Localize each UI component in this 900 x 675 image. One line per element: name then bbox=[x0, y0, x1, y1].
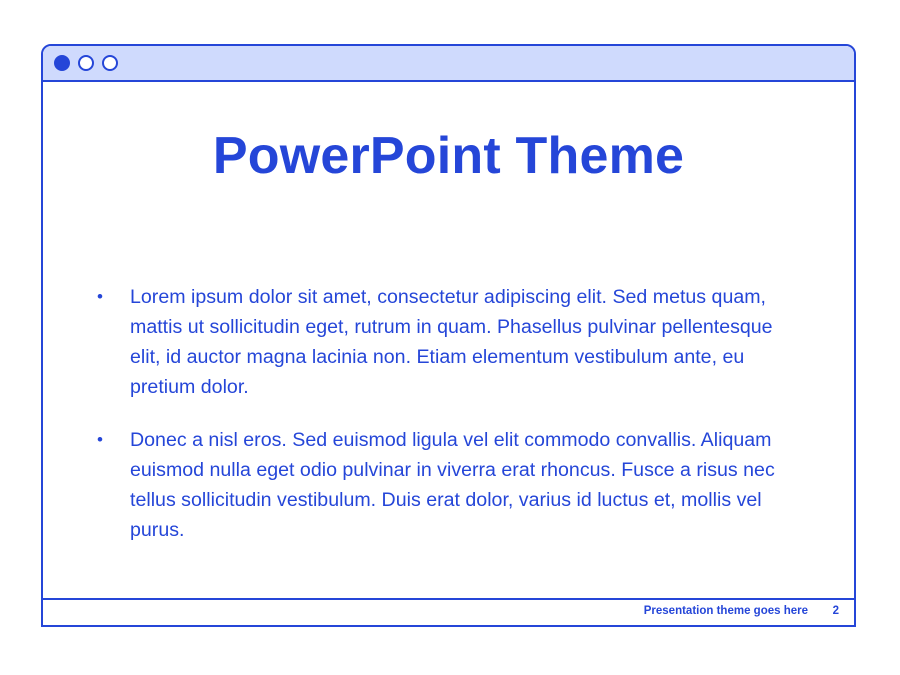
bullet-text: Lorem ipsum dolor sit amet, consectetur adipiscing elit. Sed metus quam, mattis ut sollicitudin eget, rutrum in quam. Phasellus pulvinar pellentesque elit, id auctor magna lacinia non. Etiam elementum vestibulum ante, eu pretium dolor. bbox=[130, 286, 773, 398]
window-dot-icon-outline bbox=[78, 55, 94, 71]
bullet-item bbox=[97, 425, 797, 545]
footer-text: Presentation theme goes here bbox=[643, 605, 808, 617]
window-dot-icon-filled bbox=[54, 55, 70, 71]
bullet-list bbox=[97, 282, 797, 568]
slide-footer bbox=[43, 598, 854, 625]
bullet-dot-icon: • bbox=[97, 287, 103, 306]
bullet-item bbox=[97, 282, 797, 402]
browser-window-frame bbox=[41, 44, 856, 627]
bullet-dot-icon: • bbox=[97, 430, 103, 449]
window-titlebar bbox=[43, 46, 854, 82]
slide-title: PowerPoint Theme bbox=[212, 127, 685, 185]
window-dot-icon-outline bbox=[102, 55, 118, 71]
page-number: 2 bbox=[832, 605, 839, 617]
bullet-text: Donec a nisl eros. Sed euismod ligula vel elit commodo convallis. Aliquam euismod nulla eget odio pulvinar in viverra erat rhoncus. Fusce a risus nec tellus sollicitudin vestibulum. Duis erat dolor, varius id luctus et, mollis vel purus. bbox=[130, 429, 775, 541]
